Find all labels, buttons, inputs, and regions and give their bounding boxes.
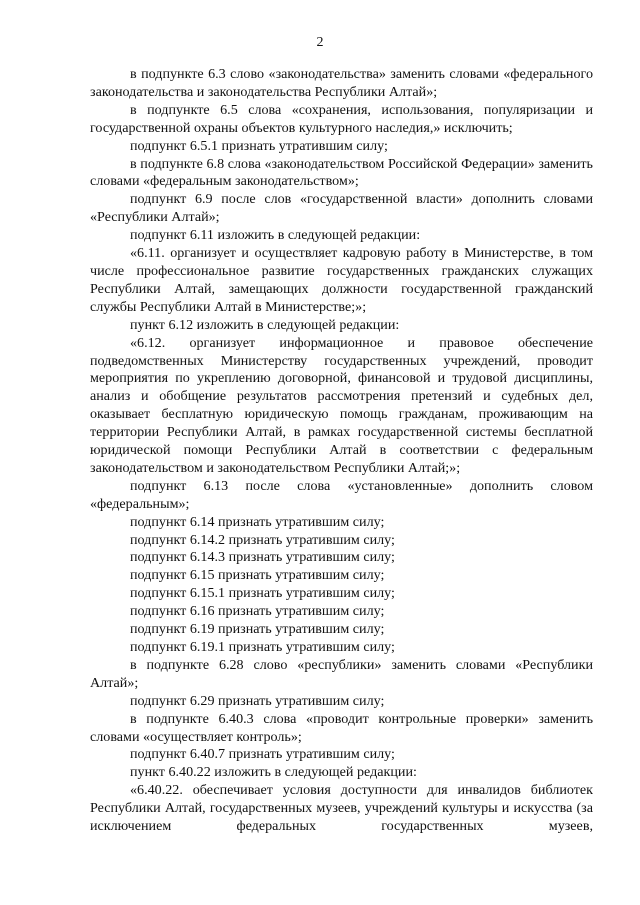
paragraph: подпункт 6.15 признать утратившим силу; bbox=[130, 567, 385, 584]
paragraph: пункт 6.12 изложить в следующей редакции: bbox=[130, 316, 400, 333]
paragraph: «6.11. организует и осуществляет кадровую работу в Министерстве, в том числе профессиональное развитие государственных гражданских служащих Республики Алтай, замещающих должности государственной гражданский службы Республики Алтай в Министерстве;»; bbox=[90, 245, 593, 315]
page-number: 2 bbox=[316, 35, 324, 50]
paragraph: в подпункте 6.28 слово «республики» заменить словами «Республики Алтай»; bbox=[90, 656, 593, 691]
paragraph: подпункт 6.19.1 признать утратившим силу; bbox=[130, 639, 395, 655]
paragraph: подпункт 6.14.2 признать утратившим силу; bbox=[130, 531, 395, 548]
paragraph: подпункт 6.40.7 признать утратившим силу; bbox=[130, 746, 395, 763]
paragraph: подпункт 6.13 после слова «установленные» дополнить словом «федеральным»; bbox=[90, 477, 593, 512]
paragraph: в подпункте 6.3 слово «законодательства» заменить словами «федерального законодательства и законодательства Республики Алтай»; bbox=[90, 66, 593, 100]
paragraph: подпункт 6.19 признать утратившим силу; bbox=[130, 621, 385, 638]
paragraph: в подпункте 6.5 слова «сохранения, использования, популяризации и государственной охраны объектов культурного наследия,» исключить; bbox=[90, 101, 593, 136]
paragraph: «6.12. организует информационное и правовое обеспечение подведомственных Министерству государственных учреждений, проводит мероприятия по укреплению договорной, финансовой и трудовой дисциплины, анализ и обобщение результатов рассмотрения претензий и судебных дел, оказывает бесплатную юридическую помощь гражданам, проживающим на территории Республики Алтай, в рамках государственной системы бесплатной юридической помощи Республики Алтай в соответствии с федеральным законодательством и законодательством Республики Алтай;»; bbox=[90, 334, 593, 476]
paragraph: подпункт 6.14 признать утратившим силу; bbox=[130, 513, 385, 530]
paragraph: подпункт 6.15.1 признать утратившим силу; bbox=[130, 585, 395, 602]
paragraph: подпункт 6.16 признать утратившим силу; bbox=[130, 603, 385, 620]
paragraph: подпункт 6.9 после слов «государственной власти» дополнить словами «Республики Алтай»; bbox=[90, 191, 593, 226]
paragraph: подпункт 6.29 признать утратившим силу; bbox=[130, 692, 385, 709]
paragraph: в подпункте 6.40.3 слова «проводит контрольные проверки» заменить словами «осуществляет контроль»; bbox=[90, 710, 593, 745]
paragraph: подпункт 6.11 изложить в следующей редакции: bbox=[130, 227, 421, 244]
paragraph: подпункт 6.5.1 признать утратившим силу; bbox=[130, 137, 388, 154]
document-body bbox=[90, 66, 593, 836]
paragraph: подпункт 6.14.3 признать утратившим силу; bbox=[130, 549, 395, 566]
paragraph: в подпункте 6.8 слова «законодательством Российской Федерации» заменить словами «федеральным законодательством»; bbox=[90, 155, 593, 190]
paragraph: пункт 6.40.22 изложить в следующей редакции: bbox=[130, 764, 417, 781]
paragraph: «6.40.22. обеспечивает условия доступности для инвалидов библиотек Республики Алтай, государственных музеев, учреждений культуры и искусства (за исключением федеральных государственных музеев, bbox=[90, 782, 593, 835]
